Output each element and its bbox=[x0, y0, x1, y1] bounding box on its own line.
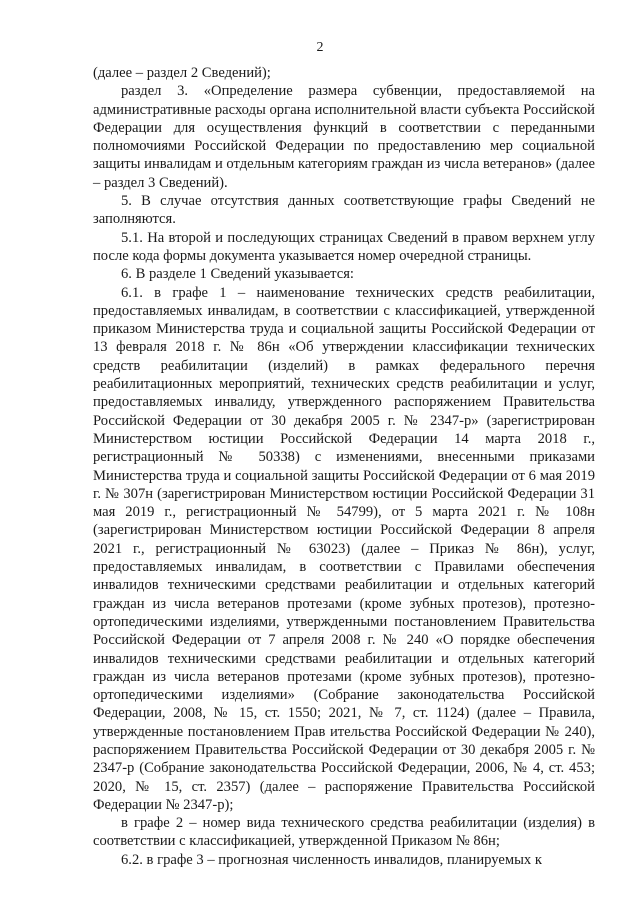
paragraph-3: 5. В случае отсутствия данных соответствующие графы Сведений не заполняются. bbox=[93, 193, 595, 228]
document-body bbox=[93, 64, 595, 869]
paragraph-7: в графе 2 – номер вида технического средства реабилитации (изделия) в соответствии с классификацией, утвержденной Приказом № 86н; bbox=[93, 815, 595, 850]
paragraph-8: 6.2. в графе 3 – прогнозная численность инвалидов, планируемых к bbox=[121, 851, 542, 868]
paragraph-5: 6. В разделе 1 Сведений указывается: bbox=[121, 266, 354, 283]
paragraph-2: раздел 3. «Определение размера субвенции, предоставляемой на административные расходы органа исполнительной власти субъекта Российской Федерации для осуществления функций в соответствии с переданными полномочиями Российской Федерации по предоставлению мер социальной защиты инвалидам и отдельным категориям граждан из числа ветеранов» (далее – раздел 3 Сведений). bbox=[93, 83, 595, 191]
paragraph-6: 6.1. в графе 1 – наименование технических средств реабилитации, предоставляемых инвалидам, в соответствии с классификацией, утвержденной приказом Министерства труда и социальной защиты Российской Федерации от 13 февраля 2018 г. № 86н «Об утверждении классификации технических средств реабилитации (изделий) в рамках федерального перечня реабилитационных мероприятий, технических средств реабилитации и услуг, предоставляемых инвалиду, утвержденного распоряжением Правительства Российской Федерации от 30 декабря 2005 г. № 2347-р» (зарегистрирован Министерством юстиции Российской Федерации 14 марта 2018 г., регистрационный № 50338) с изменениями, внесенными приказами Министерства труда и социальной защиты Российской Федерации от 6 мая 2019 г. № 307н (зарегистрирован Министерством юстиции Российской Федерации 31 мая 2019 г., регистрационный № 54799), от 5 марта 2021 г. № 108н (зарегистрирован Министерством юстиции Российской Федерации 8 апреля 2021 г., регистрационный № 63023) (далее – Приказ № 86н), услуг, предоставляемых инвалидам, в соответствии с Правилами обеспечения инвалидов техническими средствами реабилитации и отдельных категорий граждан из числа ветеранов протезами (кроме зубных протезов), протезно-ортопедическими изделиями, утвержденными постановлением Правительства Российской Федерации от 7 апреля 2008 г. № 240 «О порядке обеспечения инвалидов техническими средствами реабилитации и отдельных категорий граждан из числа ветеранов протезами (кроме зубных протезов), протезно-ортопедическими изделиями» (Собрание законодательства Российской Федерации, 2008, № 15, ст. 1550; 2021, № 7, ст. 1124) (далее – Правила, утвержденные постановлением Прав ительства Российской Федерации № 240), распоряжением Правительства Российской Федерации от 30 декабря 2005 г. № 2347-р (Собрание законодательства Российской Федерации, 2006, № 4, ст. 453; 2020, № 15, ст. 2357) (далее – распоряжение Правительства Российской Федерации № 2347-р); bbox=[93, 284, 595, 813]
page-number: 2 bbox=[316, 40, 324, 55]
paragraph-1: (далее – раздел 2 Сведений); bbox=[93, 65, 271, 81]
paragraph-4: 5.1. На второй и последующих страницах Сведений в правом верхнем углу после кода формы документа указывается номер очередной страницы. bbox=[93, 229, 595, 264]
